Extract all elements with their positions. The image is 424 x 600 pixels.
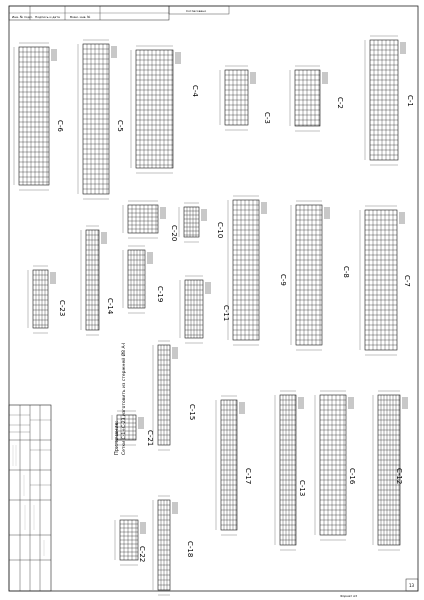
mesh-label-17: С-17: [244, 468, 252, 485]
mesh-label-1: С-1: [406, 95, 414, 107]
mesh-6: [14, 43, 56, 190]
mesh-label-10: С-10: [216, 222, 224, 239]
title-block: [9, 405, 51, 591]
mesh-4: [131, 46, 180, 173]
mesh-5: [78, 40, 116, 199]
mesh-18: [153, 496, 177, 595]
mesh-label-20: С-20: [170, 225, 178, 242]
mesh-label-9: С-9: [279, 274, 287, 286]
header-table: [9, 6, 229, 20]
mesh-17: [216, 396, 244, 535]
mesh-drawings: [14, 36, 407, 595]
header-replace-inv: Взам. инв. №: [70, 15, 91, 19]
mesh-20: [123, 201, 165, 238]
mesh-labels: [56, 85, 414, 562]
mesh-label-8: С-8: [342, 266, 350, 278]
mesh-label-2: С-2: [336, 97, 344, 109]
mesh-label-21: С-21: [146, 430, 154, 447]
mesh-19: [123, 246, 152, 313]
mesh-11: [180, 276, 210, 343]
mesh-label-3: С-3: [263, 112, 271, 124]
mesh-label-22: С-22: [138, 546, 146, 563]
mesh-14: [81, 226, 106, 335]
header-inv-no: Инв. № подл.: [12, 15, 33, 19]
header-agreed: Согласовано: [186, 9, 207, 13]
mesh-9: [228, 196, 266, 345]
header-signature-date: Подпись и дата: [35, 15, 60, 19]
mesh-label-16: С-16: [348, 468, 356, 485]
format-label: Формат А3: [340, 594, 358, 598]
mesh-8: [291, 201, 329, 350]
note-block: [114, 343, 127, 455]
mesh-23: [28, 266, 55, 333]
sheet-border: [9, 6, 418, 591]
mesh-label-23: С-23: [58, 300, 66, 317]
page-number: 13: [409, 583, 415, 588]
mesh-label-11: С-11: [222, 305, 230, 322]
note-text: Сетки С-1÷С-23 изготовить из стержней Ø8 А-I: [122, 342, 127, 455]
mesh-2: [290, 66, 327, 131]
mesh-13: [275, 391, 303, 550]
mesh-3: [220, 66, 255, 130]
mesh-7: [360, 206, 404, 355]
mesh-label-7: С-7: [403, 275, 411, 287]
mesh-1: [365, 36, 405, 165]
mesh-label-18: С-18: [186, 541, 194, 558]
mesh-10: [179, 203, 206, 242]
mesh-label-13: С-13: [298, 480, 306, 497]
mesh-15: [153, 341, 177, 450]
mesh-label-12: С-12: [395, 468, 403, 485]
mesh-label-5: С-5: [116, 120, 124, 132]
note-title: Примечание:: [114, 420, 120, 455]
mesh-label-19: С-19: [156, 286, 164, 303]
mesh-label-14: С-14: [106, 298, 114, 315]
mesh-16: [315, 391, 353, 540]
mesh-label-15: С-15: [188, 404, 196, 421]
mesh-label-4: С-4: [191, 85, 199, 97]
mesh-label-6: С-6: [56, 120, 64, 132]
